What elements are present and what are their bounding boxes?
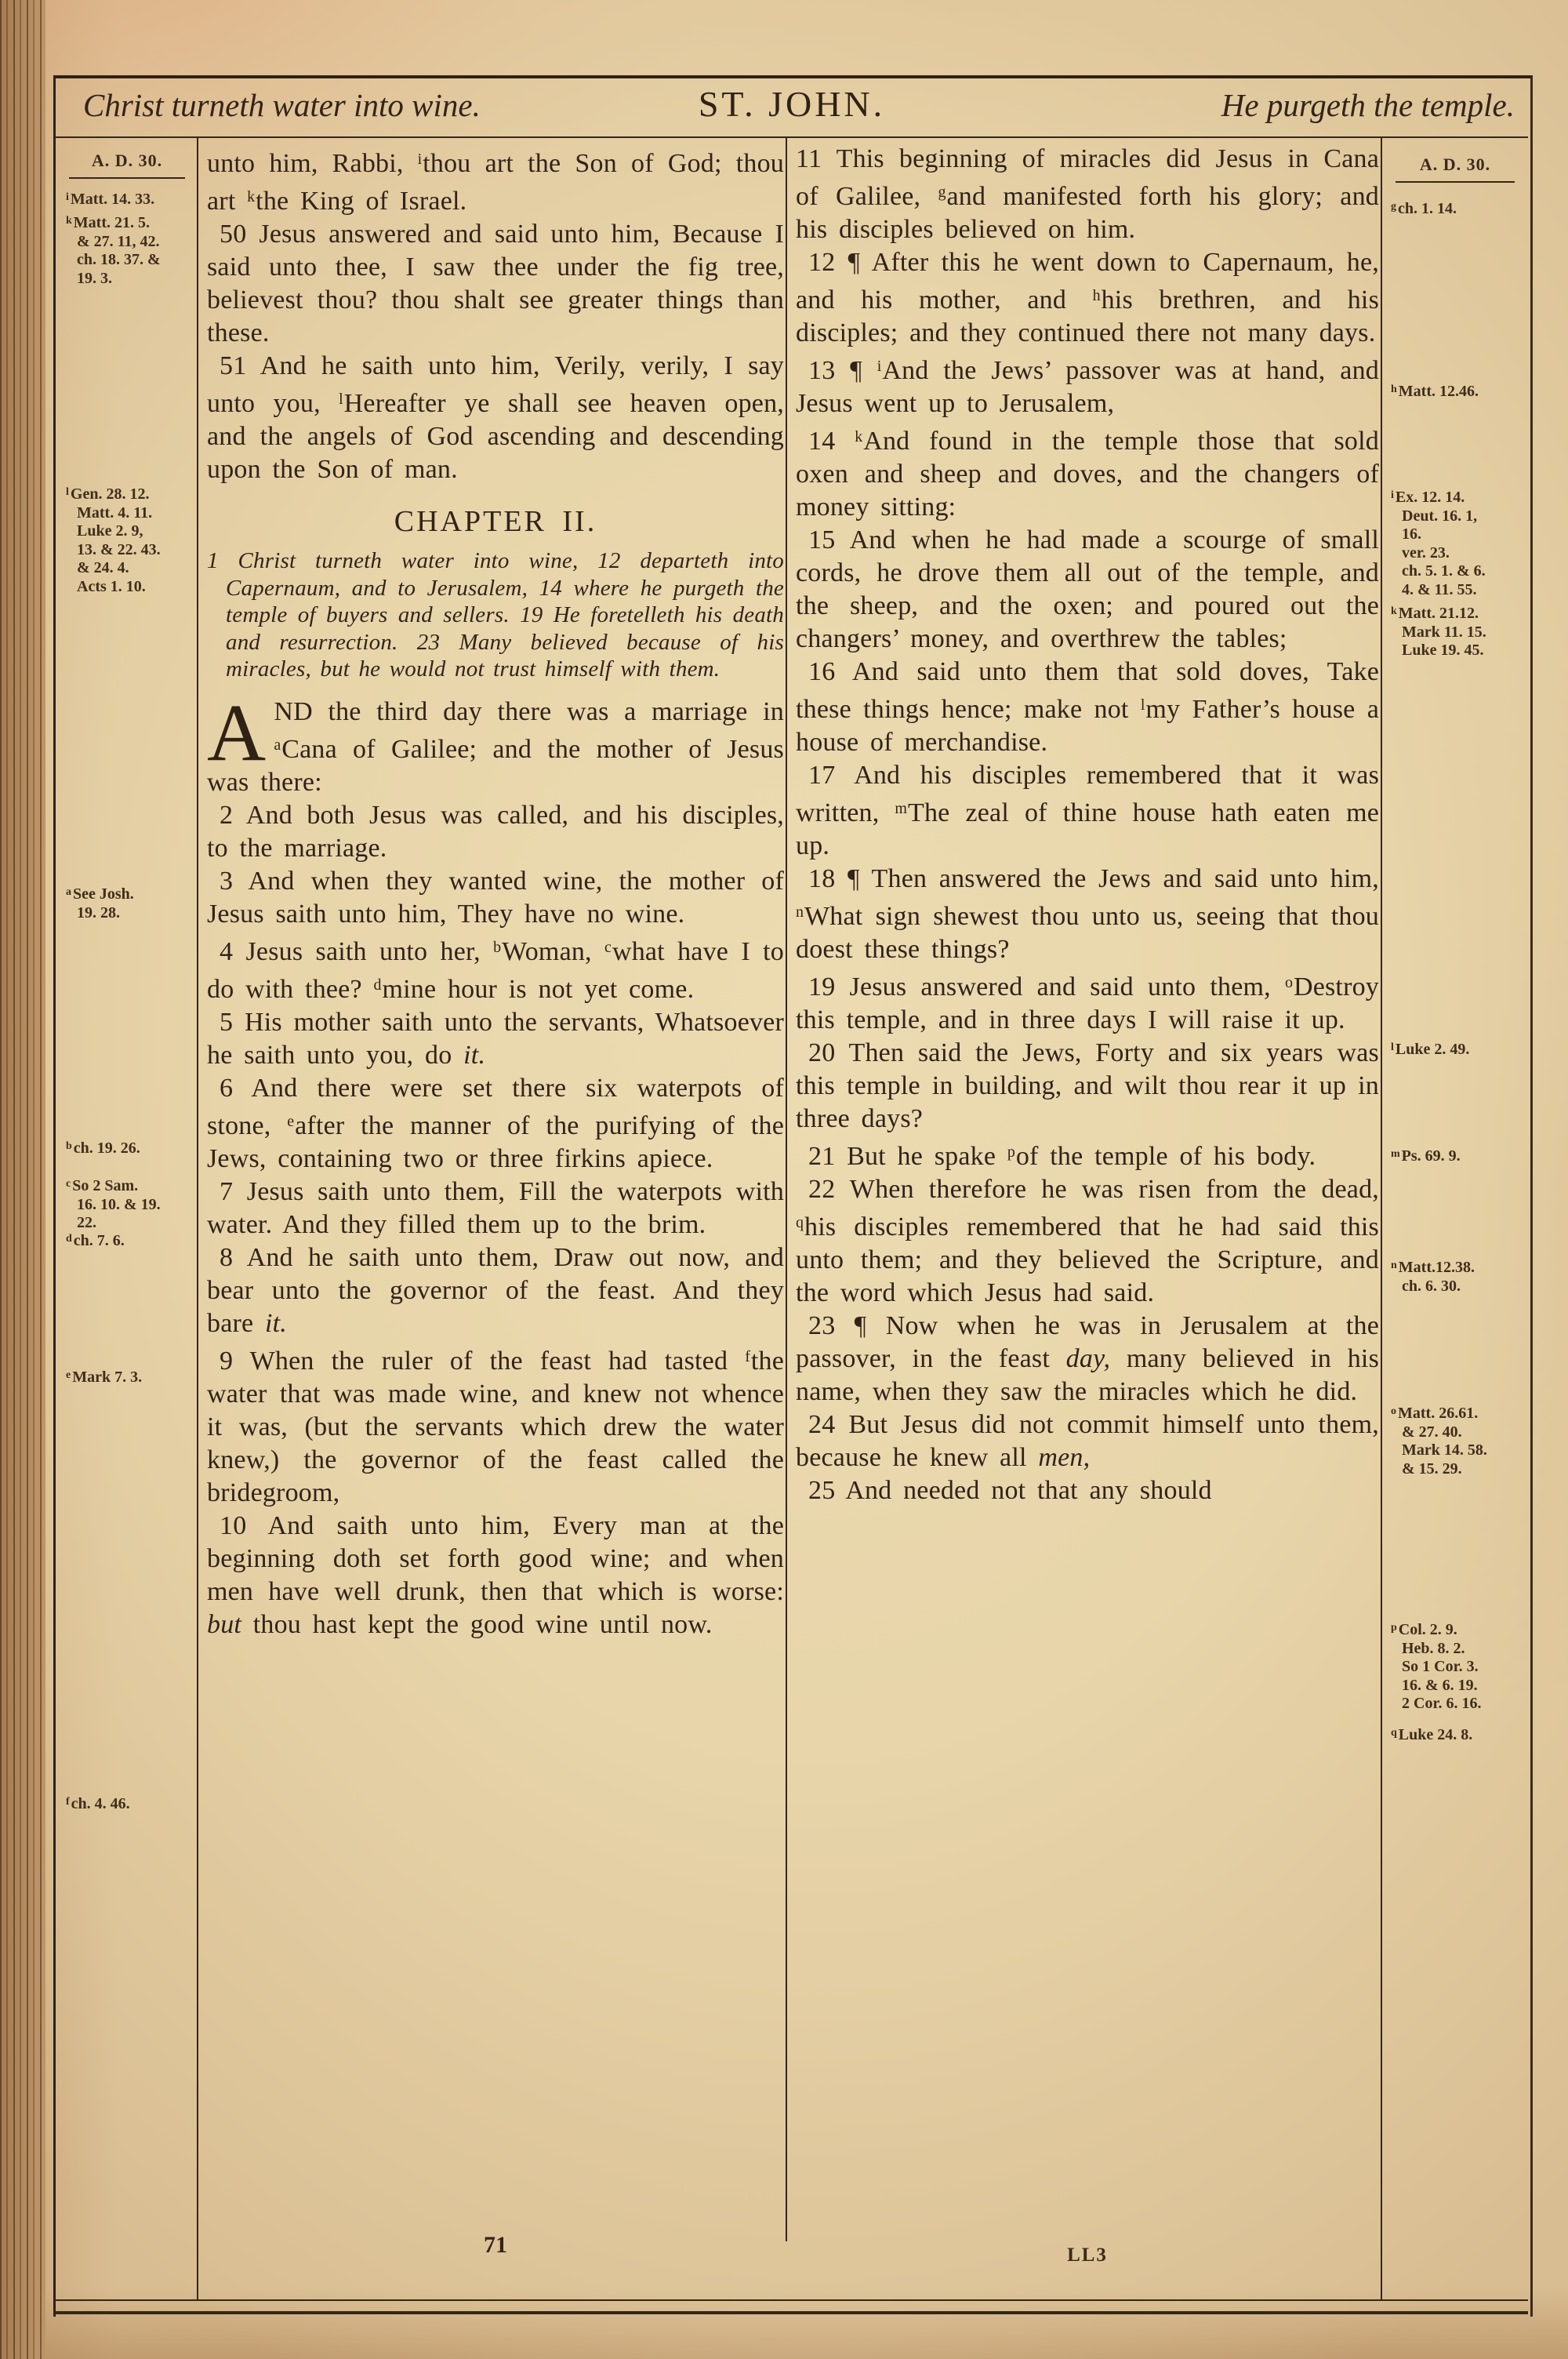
note-ref-letter: g: [1391, 201, 1396, 213]
note-text: Mark 7. 3.: [72, 1369, 143, 1386]
margin-note-a: [66, 883, 207, 922]
margin-note-e: [66, 1366, 207, 1387]
verse-paragraph-continuation: unto him, Rabbi, $^i$thou art the Son of God; thou art $^k$the King of Israel.: [207, 149, 784, 216]
note-text: ch. 7. 6.: [73, 1232, 125, 1249]
verse-paragraph-11: 11 This beginning of miracles did Jesus in Cana of Galilee, $^g$and manifested forth his glory; and his disciples believed on him.: [796, 144, 1379, 244]
note-ref-letter: b: [66, 1140, 72, 1152]
verse-paragraph-24: 24 But Jesus did not commit himself unto them, because he knew all men,: [796, 1410, 1379, 1472]
verse-paragraph-14: 14 $^k$And found in the temple those that sold oxen and sheep and doves, and the changers of money sitting:: [796, 427, 1379, 522]
note-text: Matt. 12.46.: [1398, 383, 1479, 400]
verse-paragraph-4: 4 Jesus saith unto her, $^b$Woman, $^c$what have I to do with thee? $^d$mine hour is not yet come.: [207, 936, 784, 1004]
right-text-column: [796, 143, 1379, 1507]
verse-1-text: ND the third day there was a marriage in $^a$Cana of Galilee; and the mother of Jesus was there:: [207, 696, 784, 797]
bottom-thick-rule: [53, 2311, 1528, 2314]
margin-note-m: [1391, 1145, 1532, 1166]
note-ref-letter: a: [66, 886, 71, 898]
note-ref-letter: l: [1391, 1041, 1394, 1053]
note-ref-letter: h: [1391, 383, 1397, 395]
margin-note-p: [1391, 1619, 1532, 1714]
left-date-underline-rule: [69, 177, 185, 179]
margin-note-k2: [1391, 602, 1532, 660]
margin-note-c: [66, 1175, 207, 1233]
note-text: Matt. 21. 5. & 27. 11, 42. ch. 18. 37. & 19. 3.: [73, 214, 161, 287]
margin-note-b: [66, 1137, 207, 1158]
running-head-left: Christ turneth water into wine.: [83, 87, 481, 123]
note-ref-letter: n: [1391, 1259, 1397, 1271]
verse-paragraph-9: 9 When the ruler of the feast had tasted $^f$the water that was made wine, and knew not whence it was, (but the servants which drew the water knew,) the governor of the feast called the bridegroom,: [207, 1346, 784, 1507]
note-text: So 2 Sam. 16. 10. & 19. 22.: [72, 1177, 161, 1231]
note-ref-letter: c: [66, 1178, 71, 1190]
margin-note-g: [1391, 198, 1532, 219]
note-ref-letter: i: [1391, 489, 1394, 501]
verse-paragraph-22: 22 When therefore he was risen from the dead, $^q$his disciples remembered that he had said this unto them; and they believed the Scripture, and the word which Jesus had said.: [796, 1175, 1379, 1307]
note-text: ch. 19. 26.: [73, 1140, 140, 1157]
note-text: Ex. 12. 14. Deut. 16. 1, 16. ver. 23. ch. 5. 1. & 6. 4. & 11. 55.: [1395, 489, 1486, 598]
printers-signature-mark: LL3: [1067, 2245, 1108, 2266]
note-text: Matt. 21.12. Mark 11. 15. Luke 19. 45.: [1398, 605, 1486, 659]
verse-paragraph-8: 8 And he saith unto them, Draw out now, and bear unto the governor of the feast. And they bare it.: [207, 1242, 784, 1338]
note-text: Matt. 14. 33.: [70, 191, 155, 208]
margin-note-l2: [1391, 1038, 1532, 1060]
note-ref-letter: o: [1391, 1405, 1396, 1417]
margin-note-k: [66, 212, 207, 288]
note-text: Matt.12.38. ch. 6. 30.: [1398, 1259, 1475, 1295]
margin-note-i: [66, 188, 207, 209]
verse-paragraph-12: 12 ¶ After this he went down to Capernaum, he, and his mother, and $^h$his brethren, and his disciples; and they continued there not many days.: [796, 248, 1379, 347]
margin-note-h: [1391, 380, 1532, 402]
verse-paragraph-19: 19 Jesus answered and said unto them, $^o$Destroy this temple, and in three days I will raise it up.: [796, 972, 1379, 1034]
note-ref-letter: i: [66, 191, 69, 203]
note-text: Gen. 28. 12. Matt. 4. 11. Luke 2. 9, 13. & 22. 43. & 24. 4. Acts 1. 10.: [70, 485, 161, 595]
margin-note-q: [1391, 1724, 1532, 1745]
note-ref-letter: q: [1391, 1727, 1397, 1739]
header-divider-rule: [55, 136, 1528, 138]
verse-paragraph-5: 5 His mother saith unto the servants, Whatsoever he saith unto you, do it.: [207, 1007, 784, 1070]
note-ref-letter: p: [1391, 1622, 1397, 1634]
note-ref-letter: m: [1391, 1148, 1400, 1160]
note-ref-letter: e: [66, 1369, 71, 1381]
verse-paragraph-15: 15 And when he had made a scourge of small cords, he drove them all out of the temple, and the sheep, and the oxen; and poured out the changers’ money, and overthrew the tables;: [796, 525, 1379, 653]
drop-cap-letter: A: [207, 687, 267, 778]
verse-paragraph-25: 25 And needed not that any should: [808, 1476, 1212, 1505]
note-text: ch. 1. 14.: [1398, 200, 1457, 217]
margin-note-f: [66, 1793, 207, 1814]
running-head-right: He purgeth the temple.: [1221, 87, 1515, 123]
margin-note-l: [66, 483, 207, 596]
verse-paragraph-21: 21 But he spake $^p$of the temple of his body.: [808, 1142, 1316, 1171]
note-text: ch. 4. 46.: [71, 1795, 130, 1812]
margin-note-o: [1391, 1402, 1532, 1478]
note-ref-letter: k: [1391, 605, 1397, 617]
note-text: Ps. 69. 9.: [1401, 1147, 1461, 1165]
verse-paragraph-17: 17 And his disciples remembered that it was written, $^m$The zeal of thine house hath eaten me up.: [796, 761, 1380, 860]
note-text: Matt. 26.61. & 27. 40. Mark 14. 58. & 15. 29.: [1398, 1405, 1487, 1478]
left-margin-date: A. D. 30.: [91, 151, 163, 170]
verse-paragraph-51: 51 And he saith unto him, Verily, verily, I say unto you, $^l$Hereafter ye shall see heaven open, and the angels of God ascending and descending upon the Son of man.: [207, 351, 784, 484]
margin-note-d: [66, 1230, 207, 1251]
verse-paragraph-18: 18 ¶ Then answered the Jews and said unto him, $^n$What sign shewest thou unto us, seeing that thou doest these things?: [796, 864, 1379, 964]
verse-paragraph-2: 2 And both Jesus was called, and his disciples, to the marriage.: [207, 800, 784, 863]
chapter-summary: 1 Christ turneth water into wine, 12 departeth into Capernaum, and to Jerusalem, 14 where he purgeth the temple of buyers and sellers. 19 He foretelleth his death and resurrection. 23 Many believed because of his miracles, but he would not trust himself with them.: [207, 548, 784, 682]
note-text: Luke 2. 49.: [1395, 1041, 1470, 1058]
verse-paragraph-7: 7 Jesus saith unto them, Fill the waterpots with water. And they filled them up to the brim.: [207, 1176, 784, 1239]
note-ref-letter: d: [66, 1233, 72, 1245]
verse-paragraph-20: 20 Then said the Jews, Forty and six years was this temple in building, and wilt thou rear it up in three days?: [796, 1038, 1379, 1133]
margin-note-i2: [1391, 486, 1532, 599]
bottom-thin-rule: [55, 2299, 1528, 2301]
book-title: ST. JOHN.: [698, 84, 886, 124]
right-margin-date: A. D. 30.: [1419, 154, 1491, 174]
left-text-column: [207, 143, 784, 1641]
center-column-divider-rule: [786, 138, 787, 2241]
right-margin-divider-rule: [1381, 138, 1382, 2299]
verse-paragraph-50: 50 Jesus answered and said unto him, Because I said unto thee, I saw thee under the fig tree, believest thou? thou shalt see greater things than these.: [207, 220, 784, 347]
right-date-underline-rule: [1396, 181, 1515, 183]
note-ref-letter: f: [66, 1796, 70, 1808]
note-ref-letter: l: [66, 486, 69, 498]
chapter-heading: CHAPTER II.: [394, 505, 597, 538]
note-ref-letter: k: [66, 215, 72, 227]
verse-paragraph-23: 23 ¶ Now when he was in Jerusalem at the passover, in the feast day, many believed in his name, when they saw the miracles which he did.: [796, 1311, 1380, 1406]
note-text: See Josh. 19. 28.: [73, 885, 134, 921]
verse-paragraph-13: 13 ¶ $^i$And the Jews’ passover was at hand, and Jesus went up to Jerusalem,: [796, 356, 1380, 418]
verse-paragraph-16: 16 And said unto them that sold doves, Take these things hence; make not $^l$my Father’s house a house of merchandise.: [796, 657, 1379, 757]
verse-paragraph-1-dropcap: [207, 687, 784, 799]
verse-paragraph-10: 10 And saith unto him, Every man at the beginning doth set forth good wine; and when men have well drunk, then that which is worse: but thou hast kept the good wine until now.: [207, 1510, 784, 1639]
book-spine-page-edges: [0, 0, 45, 2359]
verse-paragraph-3: 3 And when they wanted wine, the mother of Jesus saith unto him, They have no wine.: [207, 866, 784, 929]
note-text: Luke 24. 8.: [1398, 1726, 1473, 1743]
note-text: Col. 2. 9. Heb. 8. 2. So 1 Cor. 3. 16. & 6. 19. 2 Cor. 6. 16.: [1398, 1621, 1482, 1712]
page-number: 71: [484, 2232, 507, 2258]
margin-note-n: [1391, 1256, 1532, 1296]
verse-paragraph-6: 6 And there were set there six waterpots of stone, $^e$after the manner of the purifying of the Jews, containing two or three firkins apiece.: [207, 1073, 785, 1173]
